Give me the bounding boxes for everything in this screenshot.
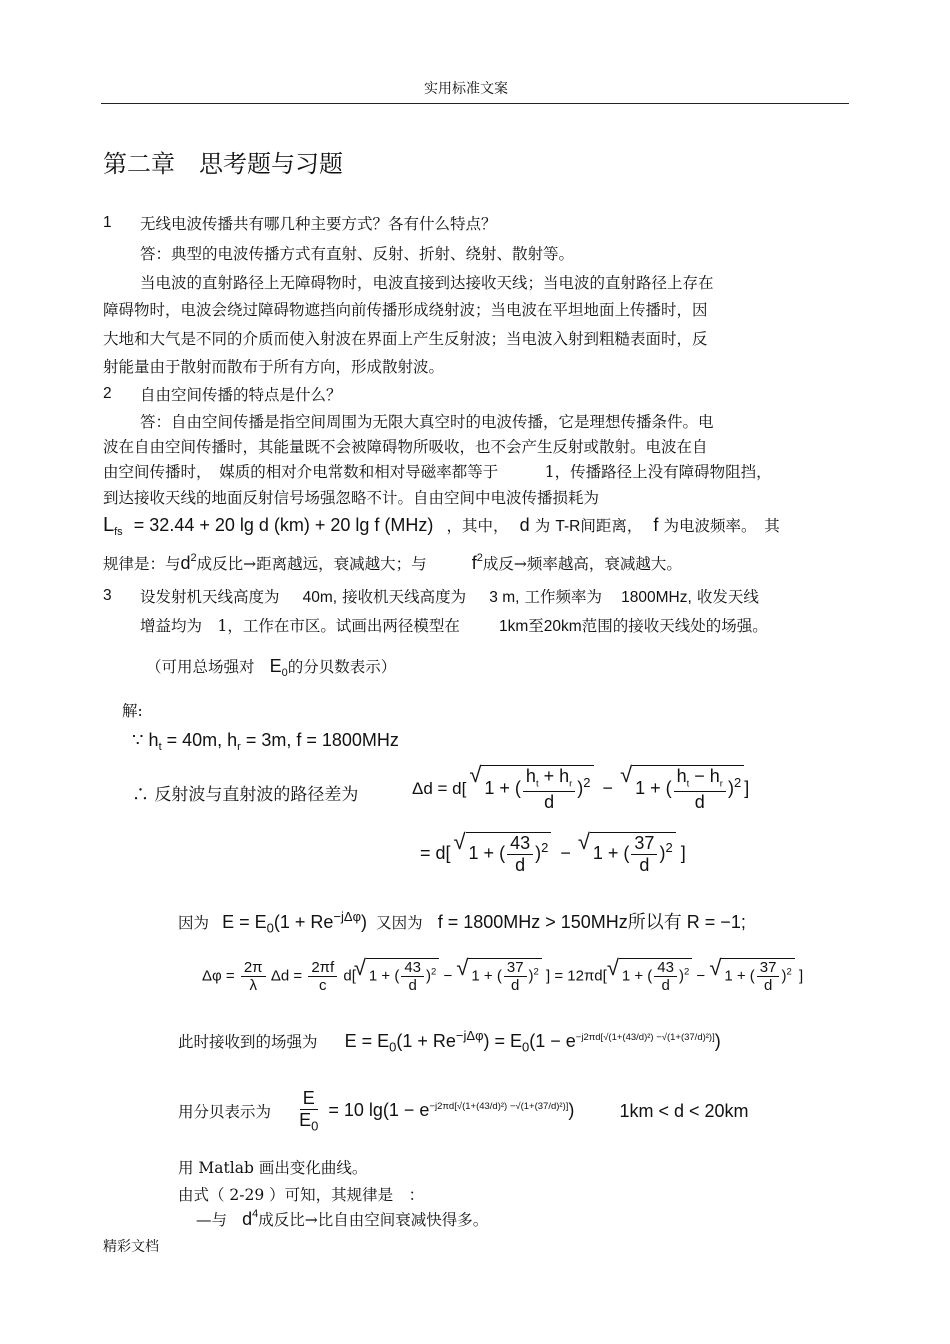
page-header: 实用标准文案: [424, 81, 508, 97]
q2-answer-line: 到达接收天线的地面反射信号场强忽略不计。自由空间中电波传播损耗为: [103, 489, 600, 507]
q3-text: 范围的接收天线处的场强。: [581, 617, 768, 635]
formula-rhs: = 32.44 + 20 lg d (km) + 20 lg f (MHz): [133, 515, 434, 535]
final-rule-b: 成反比→比自由空间衰减快得多。: [258, 1211, 489, 1229]
final-rule-a: —与: [196, 1211, 228, 1229]
path-difference-formula-2: = d[ √ 1 + ( $\frac{43}{d}$ )$^2$ − √ 1 + ( $\frac{37}{d}$ )$^2$ ]: [420, 832, 686, 875]
given-r: r: [237, 741, 241, 753]
q1-answer-line: 射能量由于散射而散布于所有方向，形成散射波。: [103, 358, 445, 376]
given-rest2: = 3m, f = 1800MHz: [240, 730, 399, 750]
rule-d: d: [180, 553, 191, 573]
because-text: 因为: [178, 914, 210, 932]
q3-text: 收发天线: [696, 588, 759, 606]
q3-E: E: [269, 656, 282, 676]
page-footer: 精彩文档: [103, 1239, 159, 1255]
formula-tail-d: d: [519, 515, 530, 535]
formula-tail-a: ，其中，: [446, 517, 509, 535]
given-h: h: [148, 730, 159, 750]
formula-tail-b: 为: [534, 517, 551, 535]
q1-answer-line: 答：典型的电波传播方式有直射、反射、折射、绕射、散射等。: [140, 245, 575, 263]
final-rule-sup: 4: [252, 1208, 259, 1220]
matlab-line: 用 Matlab 画出变化曲线。: [178, 1159, 368, 1177]
rule-text-b: 成反比→距离越远，衰减越大；与: [196, 555, 427, 573]
formula-tail-tr: T-R: [555, 518, 581, 535]
final-rule-line: [196, 1208, 488, 1230]
q1-answer-line: 障碍物时，电波会绕过障碍物遮挡向前传播形成绕射波；当电波在平坦地面上传播时，因: [103, 301, 708, 319]
q2-answer-line: 由空间传播时， 媒质的相对介电常数和相对导磁率都等于 1，传播路径上没有障碍物阻挡，: [103, 463, 772, 481]
formula-L: L: [103, 514, 115, 536]
rule-derivation-line: 由式（ 2-29 ）可知，其规律是 ：: [178, 1186, 425, 1204]
path-difference-formula: Δd = d[ √ 1 + ( $\frac{h_t + h_r}{d}$ )$^2$ − √ 1 + ( $\frac{h_t - h_r}{d}$ )$^2$ ]: [412, 765, 749, 812]
received-field-label: 此时接收到的场强为: [178, 1033, 318, 1051]
q3-text: 增益均为 1，工作在市区。试画出两径模型在: [140, 617, 460, 635]
q1-answer-line: 当电波的直射路径上无障碍物时，电波直接到达接收天线；当电波的直射路径上存在: [140, 274, 714, 292]
q3-number: 3: [103, 587, 112, 604]
free-space-loss-formula: [103, 514, 780, 538]
q3-value: 40m,: [302, 589, 338, 606]
q3-text: （可用总场强对: [146, 658, 255, 676]
q1-question: 无线电波传播共有哪几种主要方式？各有什么特点？: [140, 215, 497, 233]
q3-text: 设发射机天线高度为: [140, 588, 280, 606]
frequency-condition: f = 1800MHz > 150MHz: [437, 912, 628, 932]
rule-d-sup: 2: [190, 552, 197, 564]
received-field-formula: $E = E_0(1 + Re^{-j\Delta\varphi}) = E_0(1 - e^{-j2\pi d[√(1+(43/d)^2) -√(1+(37/d)^2)]})$: [344, 1028, 721, 1055]
q2-rule-line: [103, 552, 682, 574]
q2-answer-line: 答：自由空间传播是指空间周围为无限大真空时的电波传播，它是理想传播条件。电: [140, 413, 714, 431]
given-t: t: [158, 741, 162, 753]
q3-text: 的分贝数表示）: [287, 658, 397, 676]
formula-L-sub: fs: [114, 526, 123, 538]
formula-tail-c: 间距离，: [580, 517, 643, 535]
given-values: [132, 730, 399, 753]
q2-number: 2: [103, 385, 112, 402]
rule-text-a: 规律是：与: [103, 555, 181, 573]
chapter-title: 第二章 思考题与习题: [103, 150, 343, 178]
q3-line1: [140, 585, 759, 607]
q3-value: 1km: [498, 618, 529, 635]
q3-text: 至: [528, 617, 544, 635]
header-rule: [101, 103, 849, 104]
rule-f: f: [471, 553, 477, 573]
q2-answer-line: 波在自由空间传播时，其能量既不会被障碍物所吸收，也不会产生反射或散射。电波在自: [103, 438, 708, 456]
also-because-text: 又因为: [376, 914, 423, 932]
q3-line2: [140, 614, 768, 636]
decibel-formula: $\frac{E}{E_0}$ = 10 $\lg(1 - e^{-j2\pi d[√(1+(43/d)^2) -√(1+(37/d)^2)]})$: [299, 1088, 575, 1134]
phase-difference-formula: Δφ = $\frac{2\pi}{\lambda}$ Δd = $\frac{2\pi f}{c}$ d[√ 1 + ( $\frac{43}{d}$ )$^2$ − √ 1 + ( $\frac{37}{d}$ )$^2$ ] = 12πd[√ 1 + ( $\frac{43}{d}$ )$^2$ − √ 1 + ( $\frac{37}{d}$ )$^2$ ]: [202, 958, 803, 995]
q1-number: 1: [103, 214, 112, 231]
received-field-step: [178, 1028, 721, 1055]
q3-value: 20km: [543, 618, 582, 635]
q3-text: 工作频率为: [524, 588, 603, 606]
q3-value: 3 m,: [489, 589, 520, 606]
decibel-label: 用分贝表示为: [178, 1103, 272, 1122]
reflection-step: [178, 908, 746, 936]
formula-tail-f: f: [653, 515, 659, 535]
q2-question: 自由空间传播的特点是什么？: [140, 386, 342, 404]
q3-text: 接收机天线高度为: [342, 588, 467, 606]
q3-value: 1800MHz,: [621, 589, 692, 606]
rule-f-sup: 2: [476, 552, 483, 564]
rule-text-c: 成反→频率越高，衰减越大。: [482, 555, 682, 573]
formula-tail-e: 为电波频率。 其: [663, 517, 780, 535]
solution-label: 解:: [122, 702, 143, 720]
given-rest: = 40m, h: [161, 730, 238, 750]
field-expression: $E = E_0(1 + Re^{-j\Delta\varphi})$: [222, 909, 367, 936]
distance-range: 1km < d < 20km: [619, 1100, 749, 1121]
q3-line3: [146, 655, 396, 679]
decibel-step: [178, 1088, 749, 1134]
final-rule-d: d: [242, 1209, 253, 1229]
q3-E-sub: 0: [281, 667, 288, 679]
therefore-text: 所以有 R = −1;: [627, 912, 746, 932]
q1-answer-line: 大地和大气是不同的介质而使入射波在界面上产生反射波；当电波入射到粗糙表面时，反: [103, 330, 708, 348]
path-difference-text: ∴ 反射波与直射波的路径差为: [132, 785, 359, 805]
because-icon: ∵: [132, 730, 144, 751]
